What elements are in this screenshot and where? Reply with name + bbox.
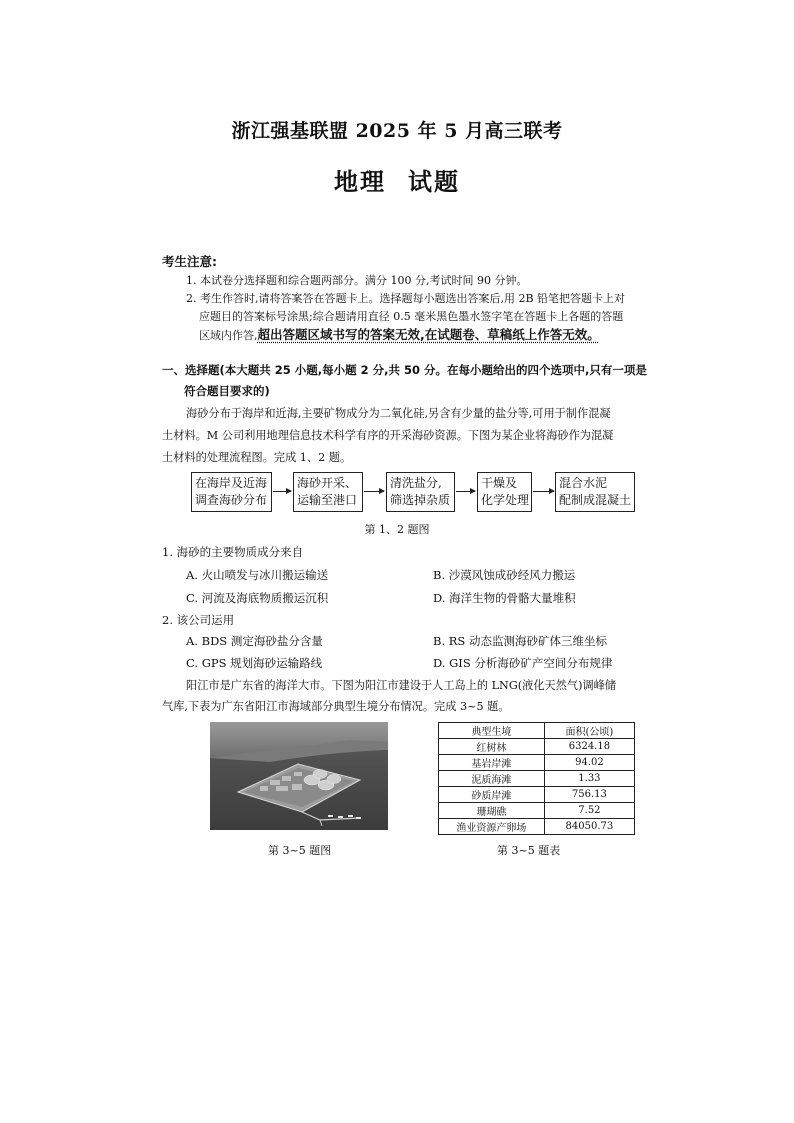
table-cell-habitat: 泥质海滩 (439, 771, 545, 787)
habitat-table (438, 722, 635, 835)
table-row (439, 819, 635, 835)
table-header-area: 面积(公顷) (544, 723, 634, 739)
table-cell-area: 94.02 (544, 755, 634, 771)
passage-2-line-2: 气库,下表为广东省阳江市海域部分典型生境分布情况。完成 3~5 题。 (162, 700, 510, 713)
q1-option-c: C. 河流及海底物质搬运沉积 (186, 591, 329, 605)
flow-step-5-line-1: 混合水泥 (559, 476, 608, 490)
flow-step-4-line-1: 干燥及 (481, 476, 518, 490)
flow-arrow-2 (364, 491, 384, 492)
table-row (439, 739, 635, 755)
lng-island-photo (210, 722, 388, 830)
q2-option-b: B. RS 动态监测海砂矿体三维坐标 (433, 634, 607, 648)
flow-step-3 (386, 472, 455, 512)
flow-step-2-line-2: 运输至港口 (297, 493, 358, 507)
notice-item-2-line-3-plain: 区域内作答, (199, 329, 258, 342)
flow-step-1-line-1: 在海岸及近海 (195, 476, 268, 490)
q1-option-d: D. 海洋生物的骨骼大量堆积 (433, 591, 576, 605)
flow-step-1-line-2: 调查海砂分布 (195, 493, 268, 507)
table-cell-habitat: 基岩岸滩 (439, 755, 545, 771)
flow-step-4-line-2: 化学处理 (481, 493, 530, 507)
table-cell-habitat: 渔业资源产卵场 (439, 819, 545, 835)
table-header-habitat: 典型生境 (439, 723, 545, 739)
flow-step-3-line-1: 清洗盐分, (390, 476, 442, 490)
flow-arrow-4 (533, 491, 554, 492)
flow-step-4 (477, 472, 532, 512)
passage-1-line-1: 海砂分布于海岸和近海,主要矿物成分为二氧化硅,另含有少量的盐分等,可用于制作混凝 (186, 407, 611, 420)
table-header-row (439, 723, 635, 739)
notice-item-1: 1. 本试卷分选择题和综合题两部分。满分 100 分,考试时间 90 分钟。 (186, 274, 528, 287)
table-row (439, 771, 635, 787)
flow-step-2-line-1: 海砂开采、 (297, 476, 358, 490)
flow-arrow-3 (456, 491, 475, 492)
figure-caption: 第 3~5 题图 (268, 844, 332, 857)
table-row (439, 787, 635, 803)
q2-option-d: D. GIS 分析海砂矿产空间分布规律 (433, 656, 613, 670)
table-cell-habitat: 珊瑚礁 (439, 803, 545, 819)
table-cell-area: 84050.73 (544, 819, 634, 835)
exam-title: 浙江强基联盟 2025 年 5 月高三联考 (231, 120, 563, 142)
flow-step-1 (191, 472, 272, 512)
section-1-heading-line-1: 一、选择题(本大题共 25 小题,每小题 2 分,共 50 分。在每小题给出的四个选项中,只有一项是 (162, 363, 647, 377)
subject-label: 地理 (334, 167, 386, 196)
q2-option-c: C. GPS 规划海砂运输路线 (186, 656, 323, 670)
notice-emphasis: 超出答题区域书写的答案无效,在试题卷、草稿纸上作答无效。 (257, 327, 600, 342)
table-cell-habitat: 红树林 (439, 739, 545, 755)
table-caption: 第 3~5 题表 (497, 844, 561, 857)
q2-stem: 2. 该公司运用 (162, 613, 235, 627)
notice-item-2-line-1: 2. 考生作答时,请将答案答在答题卡上。选择题每小题选出答案后,用 2B 铅笔把答题卡上对 (186, 292, 626, 305)
passage-2-line-1: 阳江市是广东省的海洋大市。下图为阳江市建设于人工岛上的 LNG(液化天然气)调峰储 (186, 679, 617, 692)
table-cell-area: 1.33 (544, 771, 634, 787)
table-cell-habitat: 砂质岸滩 (439, 787, 545, 803)
table-cell-area: 6324.18 (544, 739, 634, 755)
passage-1-line-3: 土材料的处理流程图。完成 1、2 题。 (162, 451, 352, 464)
flow-arrow-1 (273, 491, 291, 492)
section-1-heading-line-2: 符合题目要求的) (184, 384, 270, 398)
notice-item-2-line-3 (199, 326, 600, 345)
table-row (439, 755, 635, 771)
table-cell-area: 756.13 (544, 787, 634, 803)
passage-1-line-2: 土材料。M 公司利用地理信息技术科学有序的开采海砂资源。下图为某企业将海砂作为混凝 (162, 429, 614, 442)
flow-step-2 (293, 472, 363, 512)
exam-subtitle (0, 162, 794, 197)
flow-step-5 (555, 472, 635, 512)
notice-heading: 考生注意: (162, 254, 217, 269)
table-row (439, 803, 635, 819)
flow-caption: 第 1、2 题图 (364, 523, 430, 536)
notice-item-2-line-2: 应题目的答案标号涂黑;综合题请用直径 0.5 毫米黑色墨水签字笔在答题卡上各题的答题 (199, 310, 624, 323)
q2-option-a: A. BDS 测定海砂盐分含量 (186, 634, 323, 648)
q1-option-a: A. 火山喷发与冰川搬运输送 (186, 568, 329, 582)
subtitle-suffix: 试题 (408, 167, 460, 196)
q1-stem: 1. 海砂的主要物质成分来自 (162, 545, 304, 559)
flow-step-5-line-2: 配制成混凝土 (559, 493, 632, 507)
flow-step-3-line-2: 筛选掉杂质 (390, 493, 451, 507)
table-cell-area: 7.52 (544, 803, 634, 819)
q1-option-b: B. 沙漠风蚀成砂经风力搬运 (433, 568, 576, 582)
